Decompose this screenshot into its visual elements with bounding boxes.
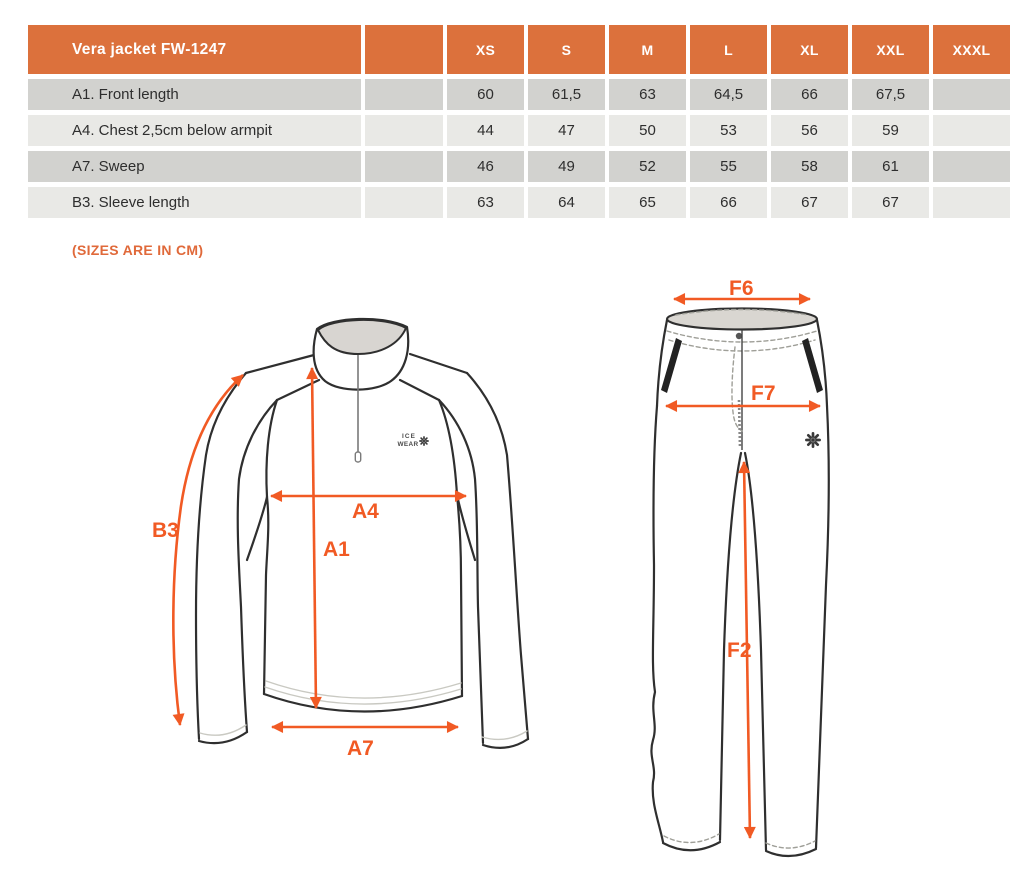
snowflake-icon bbox=[420, 437, 428, 445]
value-cell: 64,5 bbox=[690, 79, 767, 110]
value-cell: 55 bbox=[690, 151, 767, 182]
value-cell: 49 bbox=[528, 151, 605, 182]
pants-measures bbox=[666, 277, 820, 838]
pants-right-leg-outer bbox=[816, 406, 829, 848]
pants-left-hem bbox=[663, 842, 720, 850]
jacket-zipper-pull bbox=[355, 452, 360, 462]
row-spacer-cell bbox=[365, 115, 443, 146]
value-cell: 52 bbox=[609, 151, 686, 182]
pants-left-leg-outer bbox=[651, 406, 663, 842]
row-label-cell: B3. Sleeve length bbox=[28, 187, 361, 218]
value-cell: 66 bbox=[690, 187, 767, 218]
value-cell: 63 bbox=[447, 187, 524, 218]
value-cell: 66 bbox=[771, 79, 848, 110]
value-cell: 47 bbox=[528, 115, 605, 146]
pants-right-pocket bbox=[802, 338, 823, 393]
value-cell bbox=[933, 115, 1010, 146]
header-size-xxl: XXL bbox=[852, 25, 929, 74]
header-size-s: S bbox=[528, 25, 605, 74]
measure-label-f7: F7 bbox=[751, 382, 776, 405]
value-cell: 63 bbox=[609, 79, 686, 110]
row-label-cell: A7. Sweep bbox=[28, 151, 361, 182]
snowflake-icon bbox=[806, 433, 819, 446]
pants-button bbox=[736, 333, 742, 339]
jacket-measures bbox=[152, 368, 466, 760]
row-label-cell: A1. Front length bbox=[28, 79, 361, 110]
measure-arrow-b3 bbox=[173, 375, 243, 725]
value-cell bbox=[933, 79, 1010, 110]
header-size-xs: XS bbox=[447, 25, 524, 74]
jacket-diagram bbox=[140, 300, 550, 780]
row-spacer-cell bbox=[365, 151, 443, 182]
value-cell: 44 bbox=[447, 115, 524, 146]
measure-label-a7: A7 bbox=[347, 737, 374, 760]
jacket-outline bbox=[196, 319, 528, 748]
jacket-right-sleeve bbox=[467, 373, 528, 739]
value-cell: 67,5 bbox=[852, 79, 929, 110]
pants-right-hem bbox=[766, 849, 816, 856]
jacket-body-right bbox=[457, 495, 462, 696]
pants-fly-stitch bbox=[732, 347, 742, 431]
value-cell: 65 bbox=[609, 187, 686, 218]
pants-outline bbox=[651, 309, 828, 857]
measure-label-b3: B3 bbox=[152, 519, 179, 542]
pants-diagram bbox=[630, 278, 865, 878]
value-cell: 53 bbox=[690, 115, 767, 146]
value-cell: 67 bbox=[771, 187, 848, 218]
size-table bbox=[28, 25, 1010, 218]
measure-label-f2: F2 bbox=[727, 639, 752, 662]
row-spacer-cell bbox=[365, 79, 443, 110]
jacket-logo bbox=[397, 433, 428, 448]
value-cell: 60 bbox=[447, 79, 524, 110]
jacket-left-cuff bbox=[199, 732, 247, 743]
value-cell: 46 bbox=[447, 151, 524, 182]
jacket-logo-line1: ICE bbox=[402, 433, 416, 440]
units-note: (SIZES ARE IN CM) bbox=[72, 242, 204, 258]
value-cell: 61,5 bbox=[528, 79, 605, 110]
value-cell: 56 bbox=[771, 115, 848, 146]
measure-arrow-a1 bbox=[312, 368, 316, 708]
pants-waistband bbox=[667, 309, 817, 330]
value-cell: 58 bbox=[771, 151, 848, 182]
row-spacer-cell bbox=[365, 187, 443, 218]
pants-left-pocket bbox=[661, 338, 682, 393]
jacket-logo-line2: WEAR bbox=[397, 441, 419, 448]
value-cell bbox=[933, 151, 1010, 182]
value-cell: 59 bbox=[852, 115, 929, 146]
header-size-m: M bbox=[609, 25, 686, 74]
value-cell: 64 bbox=[528, 187, 605, 218]
value-cell bbox=[933, 187, 1010, 218]
value-cell: 50 bbox=[609, 115, 686, 146]
row-label-cell: A4. Chest 2,5cm below armpit bbox=[28, 115, 361, 146]
header-size-l: L bbox=[690, 25, 767, 74]
measure-label-a4: A4 bbox=[352, 500, 379, 523]
header-spacer-cell bbox=[365, 25, 443, 74]
header-size-xl: XL bbox=[771, 25, 848, 74]
value-cell: 67 bbox=[852, 187, 929, 218]
jacket-body-left bbox=[264, 497, 268, 694]
measure-label-a1: A1 bbox=[323, 538, 350, 561]
measure-label-f6: F6 bbox=[729, 277, 754, 300]
header-size-xxxl: XXXL bbox=[933, 25, 1010, 74]
table-title-cell: Vera jacket FW-1247 bbox=[28, 25, 361, 74]
jacket-right-cuff bbox=[483, 739, 528, 748]
value-cell: 61 bbox=[852, 151, 929, 182]
